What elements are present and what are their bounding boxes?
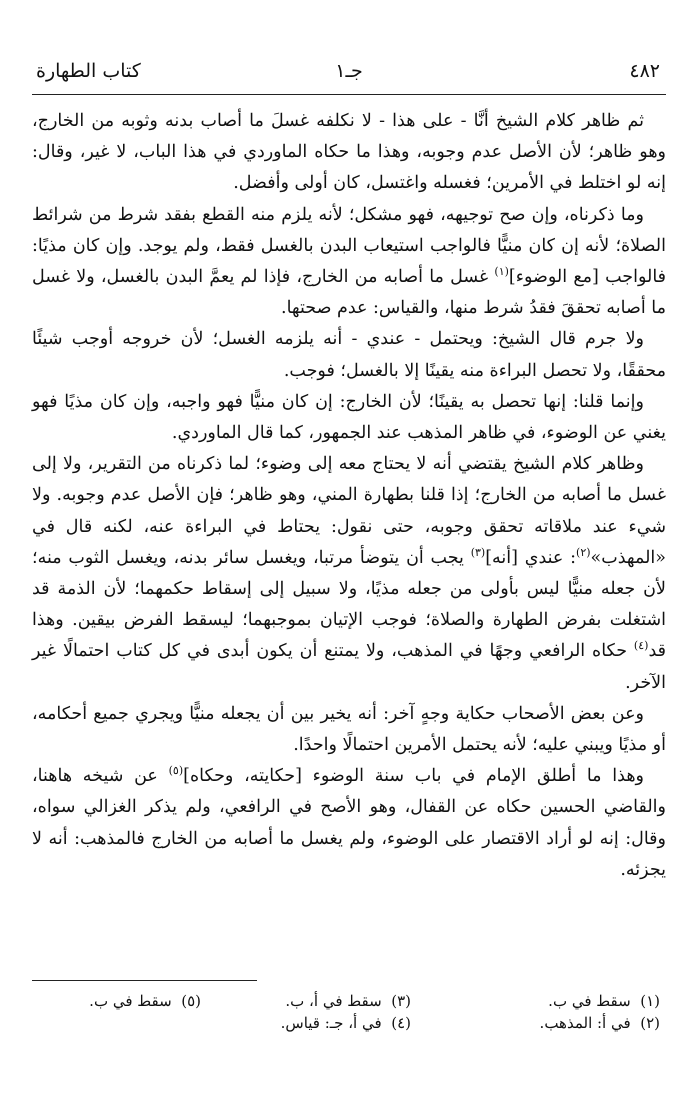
paragraph (32, 387, 666, 449)
footnote-marker: (٢) (576, 546, 591, 560)
running-header (32, 58, 666, 95)
paragraph-text: وما ذكرناه، وإن صح توجيهه، فهو مشكل؛ لأنه يلزم منه القطع بفقد شرط من شرائط الصلاة؛ لأنه إن كان منيًّا فالواجب استيعاب البدن بالغسل فقط، ولم يوجد. وإن كان مذيًا: فالواجب [مع الوضوء] (32, 204, 667, 288)
paragraph-text: وظاهر كلام الشيخ يقتضي أنه لا يحتاج معه إلى وضوء؛ لما ذكرناه من التقرير، ولا إلى غسل ما أصابه من الخارج؛ إذا قلنا بطهارة المني، وهو ظاهر؛ فإن الأصل عدم وجوبه. ولا شيء عند ملاقاته تحقق وجوبه، حتى نقول: يحتاط في البراءة عنه، لكنه قال في «المهذب» (32, 454, 666, 568)
footnote-1: (١) سقط في ب. (548, 992, 660, 1010)
footnote-marker: (٤) (633, 639, 649, 653)
volume-label: جـ١ (335, 60, 363, 82)
paragraph-text: وعن بعض الأصحاب حكاية وجهٍ آخر: أنه يخير بين أن يجعله منيًّا ويجري جميع أحكامه، أو مذيًا ويبني عليه؛ لأنه يحتمل الأمرين احتمالًا واحدًا. (32, 703, 666, 756)
paragraph (32, 699, 666, 761)
paragraph-text: يجب أن يتوضأ مرتبا، ويغسل سائر بدنه، ويغسل الثوب منه؛ لأن جعله منيًّا ليس بأولى من جعله مذيًا، ولا سبيل إلى إسقاط حكمهما؛ لأن الذمة قد اشتغلت بفرض الطهارة والصلاة؛ فوجب الإتيان بموجبهما؛ ليسقط الفرض بيقين. وهذا قد (32, 547, 666, 662)
paragraph (32, 324, 666, 386)
footnote-separator (32, 980, 257, 981)
footnote-marker: (٣) (470, 546, 486, 560)
footnote-row (32, 1012, 666, 1034)
paragraph-text: حكاه الرافعي وجهًا في المذهب، ولا يمتنع أن يكون أبدى في كل كتاب احتمالًا غير الآخر. (32, 641, 666, 693)
paragraph-text: عن شيخه هاهنا، والقاضي الحسين حكاه عن القفال، وهو الأصح في الرافعي، ولم يذكر الغزالي سواه، وقال: إنه لو أراد الاقتصار على الوضوء، ولم يغسل ما أصابه من الخارج فالمذهب: أنه لا يجزئه. (32, 766, 666, 880)
footnotes (32, 990, 666, 1038)
chapter-title: كتاب الطهارة (36, 60, 141, 82)
footnote-marker: (٥) (168, 764, 184, 778)
paragraph-text: وإنما قلنا: إنها تحصل به يقينًا؛ لأن الخارج: إن كان منيًّا فهو واجبه، وإن كان مذيًا فهو يغني عن الوضوء، في ظاهر المذهب عند الجمهور، كما قال الماوردي. (32, 391, 666, 444)
footnote-5: (٥) سقط في ب. (89, 992, 201, 1010)
paragraph-text: غسل ما أصابه من الخارج، فإذا لم يعمَّ البدن بالغسل، ولا غسل ما أصابه تحققَ فقدُ شرط منها، والقياس: عدم صحتها. (32, 267, 666, 319)
footnote-4: (٤) في أ، جـ: قياس. (280, 1014, 411, 1032)
paragraph (32, 761, 666, 886)
paragraph (32, 106, 666, 200)
paragraph-text: ثم ظاهر كلام الشيخ أنَّا - على هذا - لا نكلفه غسلَ ما أصاب بدنه وثوبه من الخارج، وهو ظاهر؛ لأن الأصل عدم وجوبه، وهذا ما حكاه الماوردي في هذا الباب، لا غير، وقال: إنه لو اختلط في الأمرين؛ فغسله واغتسل، كان أولى وأفضل. (32, 111, 666, 194)
paragraph (32, 200, 666, 325)
paragraph-text: ولا جرم قال الشيخ: ويحتمل - عندي - أنه يلزمه الغسل؛ لأن خروجه أوجب شيئًا محققًا، ولا تحصل البراءة منه يقينًا إلا بالغسل؛ فوجب. (32, 329, 666, 381)
main-text (32, 106, 666, 886)
footnote-marker: (١) (494, 265, 509, 279)
paragraph (32, 449, 666, 699)
footnote-row (32, 990, 666, 1012)
footnote-3: (٣) سقط في أ، ب. (285, 992, 411, 1010)
footnote-2: (٢) في أ: المذهب. (539, 1014, 660, 1032)
paragraph-text: وهذا ما أطلق الإمام في باب سنة الوضوء [حكايته، وحكاه] (183, 766, 645, 787)
paragraph-text: : عندي [أنه] (485, 547, 577, 568)
page-number: ٤٨٢ (629, 60, 660, 82)
